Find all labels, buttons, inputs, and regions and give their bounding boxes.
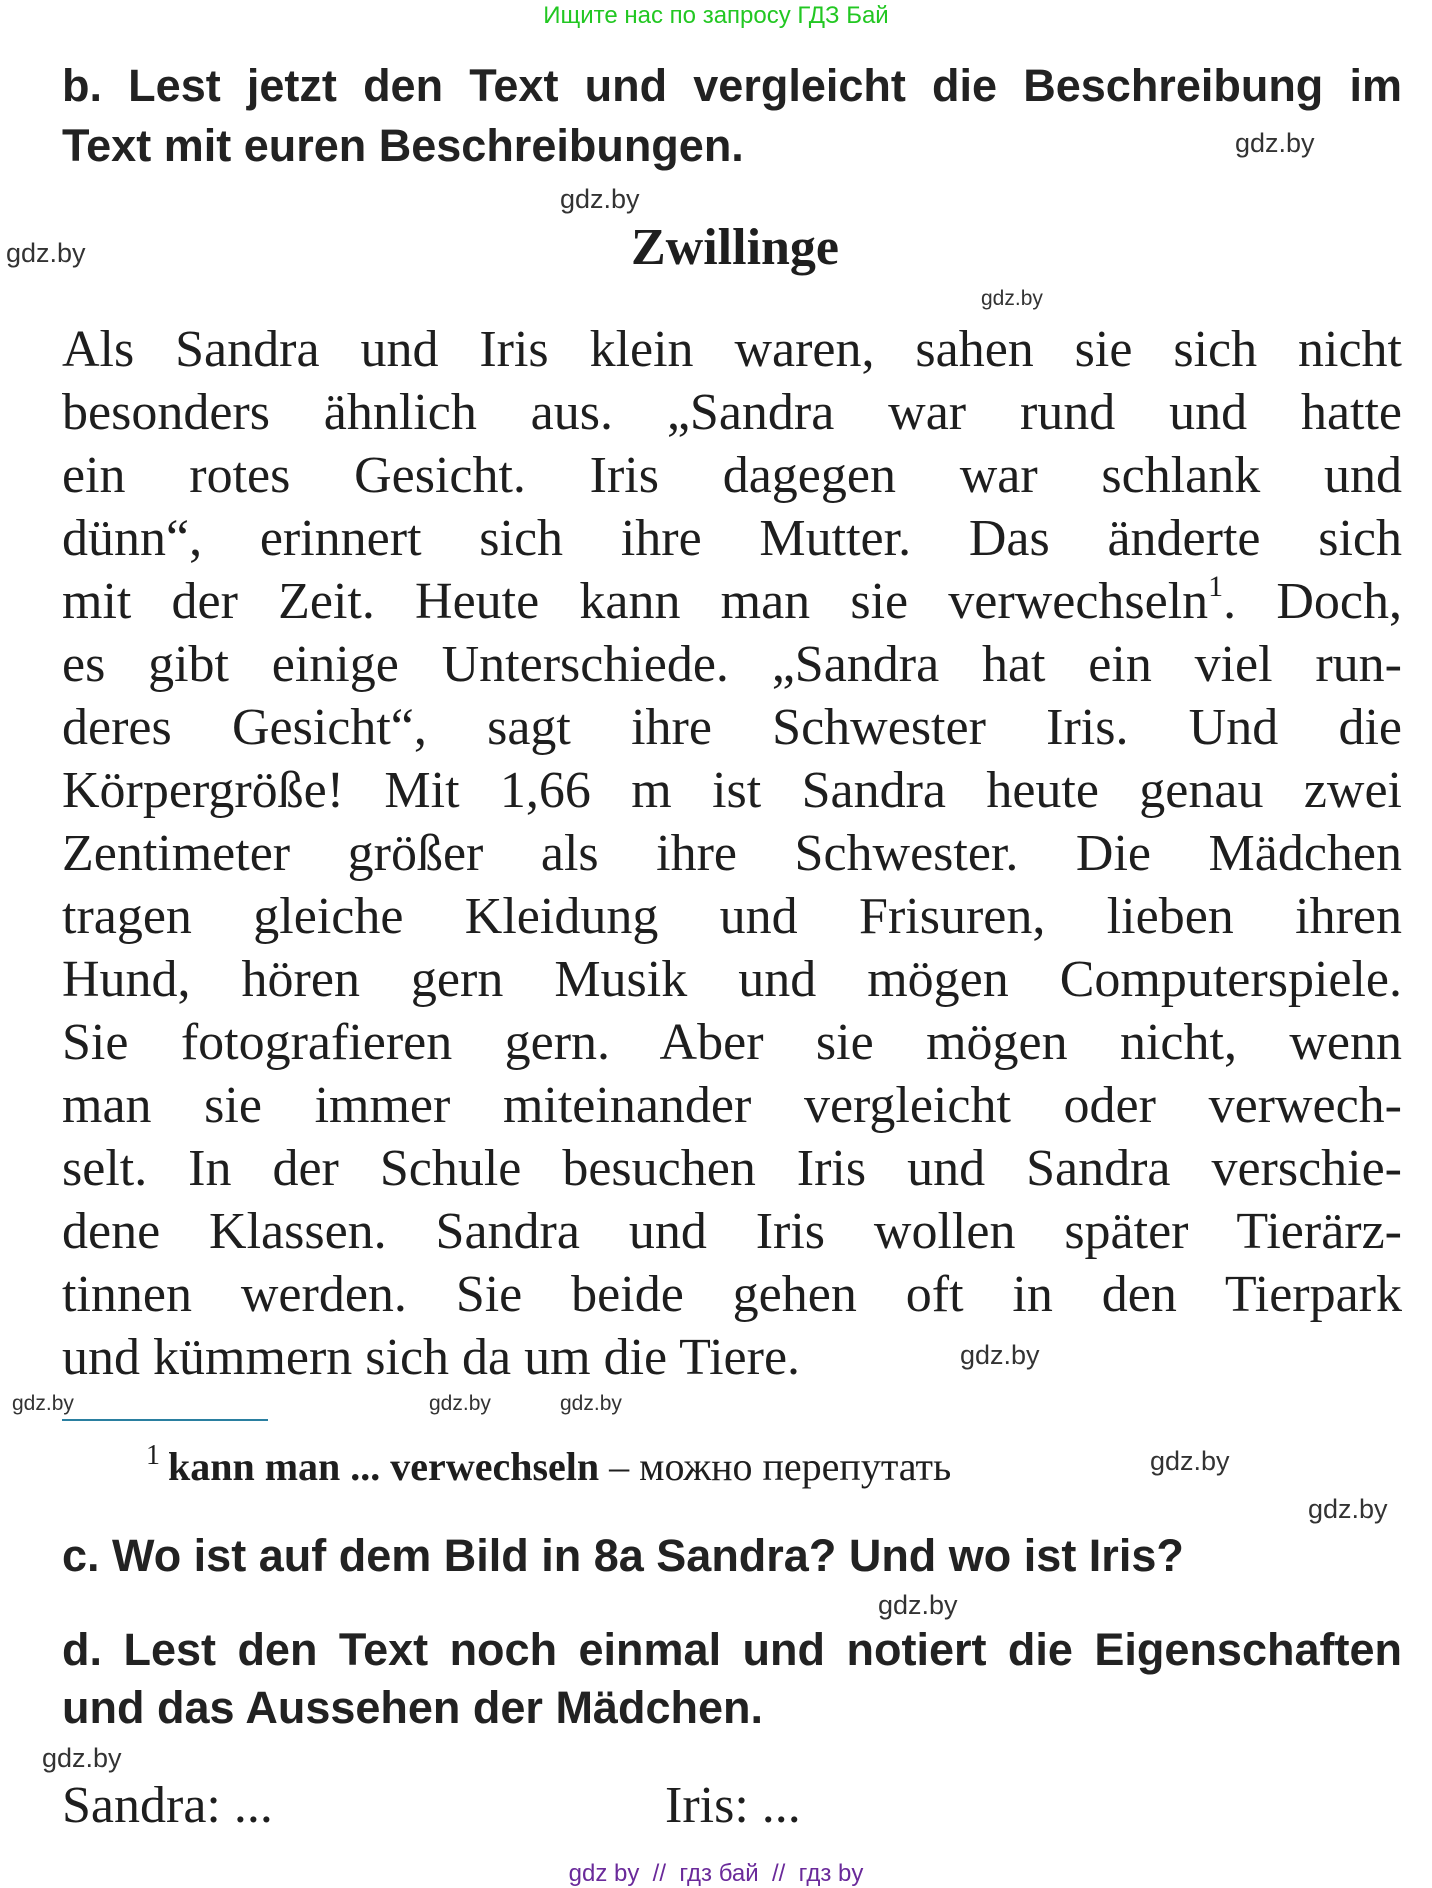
footnote-translation: – можно перепутать — [599, 1444, 952, 1489]
footer-links: gdz by // гдз бай // гдз by — [568, 1860, 864, 1887]
body-line: Körpergröße! Mit 1,66 m ist Sandra heute genau zwei — [62, 762, 1402, 819]
watermark: gdz.by — [1150, 1446, 1230, 1476]
task-d-line: d. Lest den Text noch einmal und notiert die Eigenschaften — [62, 1624, 1402, 1675]
body-line: Sie fotografieren gern. Aber sie mögen nicht, wenn — [62, 1014, 1402, 1071]
watermark: gdz.by — [1308, 1494, 1388, 1524]
body-line: ein rotes Gesicht. Iris dagegen war schlank und — [62, 447, 1402, 504]
footnote-term: kann man ... verwechseln — [168, 1444, 600, 1489]
watermark: gdz.by — [12, 1392, 74, 1415]
body-line: man sie immer miteinander vergleicht oder verwech- — [62, 1077, 1402, 1134]
task-d-line: und das Aussehen der Mädchen. — [62, 1682, 763, 1733]
body-line: und kümmern sich da um die Tiere. — [62, 1329, 801, 1386]
watermark: gdz.by — [429, 1392, 491, 1415]
footnote-divider — [62, 1419, 268, 1421]
body-text — [62, 318, 1402, 1389]
watermark: gdz.by — [1235, 128, 1315, 158]
watermark: gdz.by — [878, 1590, 958, 1620]
body-line: deres Gesicht“, sagt ihre Schwester Iris. Und die — [62, 699, 1402, 756]
watermark: gdz.by — [6, 238, 86, 268]
task-b-line: b. Lest jetzt den Text und vergleicht die Beschreibung im — [62, 60, 1402, 111]
footnote-number: 1 — [146, 1440, 160, 1471]
body-line: besonders ähnlich aus. „Sandra war rund und hatte — [62, 384, 1402, 441]
body-line: Als Sandra und Iris klein waren, sahen sie sich nicht — [62, 321, 1402, 378]
footnote — [146, 1440, 951, 1490]
body-line — [62, 570, 1402, 633]
watermark: gdz.by — [560, 1392, 622, 1415]
body-line: tinnen werden. Sie beide gehen oft in den Tierpark — [62, 1266, 1402, 1323]
body-line: es gibt einige Unterschiede. „Sandra hat ein viel run- — [62, 636, 1402, 693]
watermark: gdz.by — [960, 1340, 1040, 1370]
body-line: dene Klassen. Sandra und Iris wollen später Tierärz- — [62, 1203, 1402, 1260]
answer-iris: Iris: ... — [665, 1777, 801, 1834]
task-c: c. Wo ist auf dem Bild in 8a Sandra? Und wo ist Iris? — [62, 1530, 1184, 1581]
task-b-line: Text mit euren Beschreibungen. — [62, 120, 744, 171]
watermark: gdz.by — [42, 1743, 122, 1773]
task-d — [62, 1624, 1402, 1740]
body-line: Hund, hören gern Musik und mögen Computerspiele. — [62, 951, 1402, 1008]
body-line: selt. In der Schule besuchen Iris und Sandra verschie- — [62, 1140, 1402, 1197]
top-banner: Ищите нас по запросу ГДЗ Бай — [543, 2, 889, 29]
body-line: tragen gleiche Kleidung und Frisuren, lieben ihren — [62, 888, 1402, 945]
watermark: gdz.by — [560, 184, 640, 214]
footnote-marker: 1 — [1208, 570, 1224, 603]
body-line: Zentimeter größer als ihre Schwester. Die Mädchen — [62, 825, 1402, 882]
body-line: dünn“, erinnert sich ihre Mutter. Das änderte sich — [62, 510, 1402, 567]
text-title: Zwillinge — [630, 219, 840, 276]
task-b — [62, 60, 1402, 180]
body-line-tail: . Doch, — [1223, 573, 1402, 630]
body-line-text: mit der Zeit. Heute kann man sie verwechseln — [62, 573, 1209, 630]
answer-sandra: Sandra: ... — [62, 1777, 273, 1834]
watermark: gdz.by — [981, 287, 1043, 310]
